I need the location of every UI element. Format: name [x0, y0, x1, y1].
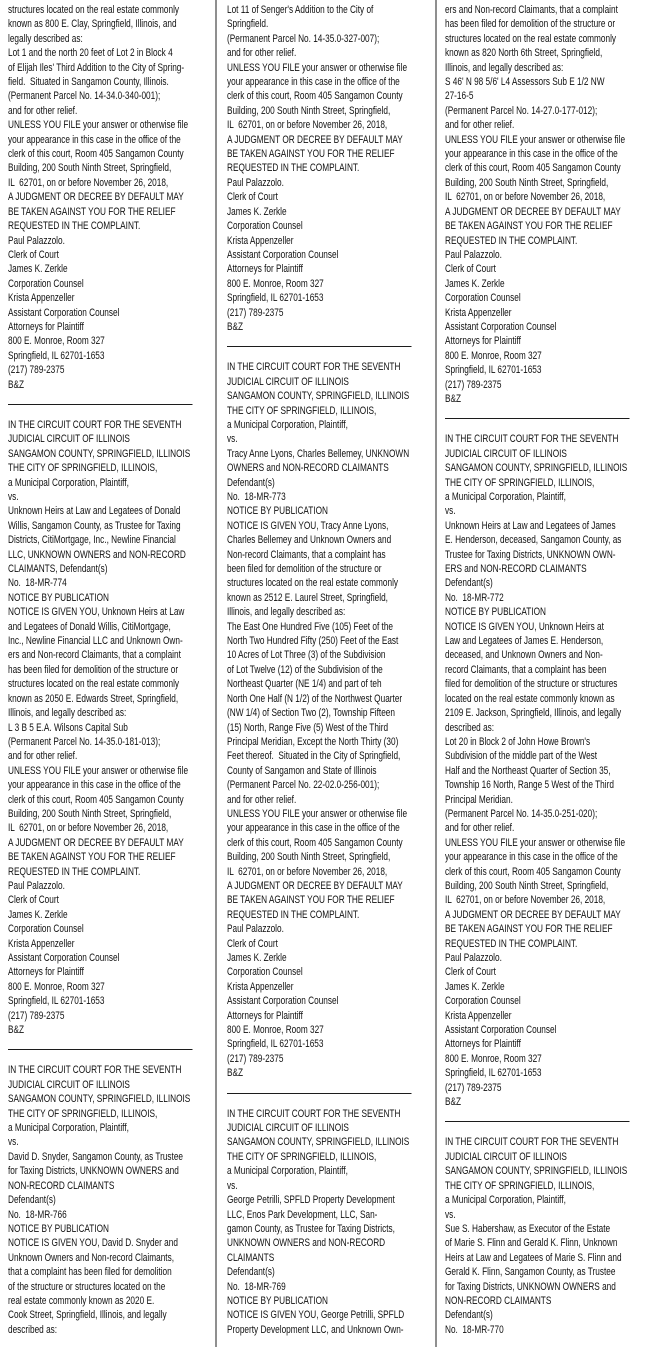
notice-line: (217) 789-2375 — [8, 364, 65, 377]
notice-line: that a complaint has been filed for demolition — [8, 1266, 172, 1279]
legal-notice — [445, 1135, 646, 1337]
notice-line: clerk of this court, Room 405 Sangamon County — [8, 793, 184, 806]
notice-line: North Two Hundred Fifty (250) Feet of the East — [227, 635, 399, 648]
notice-line: located on the real estate commonly known as — [445, 692, 615, 705]
notice-line: (15) North, Range Five (5) West of the Third — [227, 721, 389, 734]
notice-line: B&Z — [8, 378, 25, 391]
notice-line: Paul Palazzolo. — [8, 879, 65, 892]
notice-line: THE CITY OF SPRINGFIELD, ILLINOIS, — [8, 1107, 158, 1120]
notice-line: NOTICE BY PUBLICATION — [227, 1294, 329, 1307]
notice-line: Defendant(s) — [227, 476, 275, 489]
notice-line: JUDICIAL CIRCUIT OF ILLINOIS — [8, 433, 130, 446]
notice-line: IL 62701, on or before November 26, 2018, — [8, 176, 169, 189]
notice-line: No. 18-MR-772 — [445, 591, 504, 604]
notice-line: a Municipal Corporation, Plaintiff, — [445, 1194, 566, 1207]
notice-divider — [445, 1121, 630, 1122]
notice-line: IN THE CIRCUIT COURT FOR THE SEVENTH — [8, 1064, 182, 1077]
legal-notice — [445, 3, 646, 406]
notice-line: Gerald K. Flinn, Sangamon County, as Trustee — [445, 1266, 616, 1279]
notice-line: Paul Palazzolo. — [8, 234, 65, 247]
notice-line: of the structure or structures located on the — [8, 1280, 166, 1293]
notice-line: Building, 200 South Ninth Street, Springfield, — [445, 176, 609, 189]
notice-line: David D. Snyder, Sangamon County, as Trustee — [8, 1150, 184, 1163]
notice-line: gamon County, as Trustee for Taxing Districts, — [227, 1222, 395, 1235]
notice-line: James K. Zerkle — [227, 205, 287, 218]
notice-line: Clerk of Court — [445, 263, 496, 276]
notice-line: Assistant Corporation Counsel — [8, 306, 120, 319]
notice-line: a Municipal Corporation, Plaintiff, — [8, 1122, 129, 1135]
notice-line: ERS and NON-RECORD CLAIMANTS — [445, 563, 587, 576]
notice-line: Paul Palazzolo. — [445, 952, 502, 964]
notice-line: SANGAMON COUNTY, SPRINGFIELD, ILLINOIS — [227, 390, 410, 403]
notice-line: real estate commonly known as 2020 E. — [8, 1294, 155, 1307]
notice-line: vs. — [8, 1136, 19, 1149]
notice-line: (Permanent Parcel No. 22-02.0-256-001); — [227, 779, 380, 792]
notice-line: Clerk of Court — [8, 248, 59, 261]
notice-line: UNKNOWN OWNERS and NON-RECORD — [227, 1237, 386, 1250]
notice-line: UNLESS YOU FILE your answer or otherwise file — [227, 807, 408, 820]
notice-line: NOTICE IS GIVEN YOU, Tracy Anne Lyons, — [227, 519, 389, 532]
notice-line: clerk of this court, Room 405 Sangamon County — [445, 162, 621, 175]
notice-line: known as 2512 E. Laurel Street, Springfield, — [227, 591, 388, 604]
legal-notice — [227, 1107, 428, 1338]
notice-line: BE TAKEN AGAINST YOU FOR THE RELIEF — [8, 851, 176, 864]
notice-line: NOTICE IS GIVEN YOU, Unknown Heirs at Law — [8, 606, 185, 619]
notice-line: James K. Zerkle — [8, 263, 68, 276]
notice-line: described as: — [8, 1323, 58, 1336]
legal-notice — [227, 3, 428, 334]
notice-line: record Claimants, that a complaint has been — [445, 663, 607, 676]
notice-line: and for other relief. — [445, 119, 515, 132]
column-3-content — [445, 3, 646, 1337]
notice-line: No. 18-MR-770 — [445, 1323, 504, 1336]
notice-line: George Petrilli, SPFLD Property Development — [227, 1194, 395, 1207]
notice-line: SANGAMON COUNTY, SPRINGFIELD, ILLINOIS — [227, 1136, 410, 1149]
notice-line: James K. Zerkle — [445, 277, 505, 290]
notice-line: Springfield, IL 62701-1653 — [8, 349, 105, 362]
notice-line: Paul Palazzolo. — [445, 248, 502, 261]
notice-divider — [445, 418, 630, 419]
notice-line: (217) 789-2375 — [227, 1052, 284, 1065]
notice-divider — [8, 1049, 193, 1050]
notice-line: BE TAKEN AGAINST YOU FOR THE RELIEF — [445, 923, 613, 936]
notice-line: B&Z — [227, 1067, 244, 1080]
notice-line: has been filed for demolition of the structure or — [445, 18, 616, 31]
notice-line: THE CITY OF SPRINGFIELD, ILLINOIS, — [445, 1179, 595, 1192]
legal-notice — [8, 1063, 209, 1337]
notice-line: Subdivision of the middle part of the West — [445, 750, 598, 763]
notice-line: LLC, Enos Park Development, LLC, San- — [227, 1208, 378, 1221]
notice-line: Defendant(s) — [445, 577, 493, 590]
notice-line: Attorneys for Plaintiff — [445, 1038, 521, 1051]
notice-line: described as: — [445, 721, 495, 734]
notice-line: Paul Palazzolo. — [227, 923, 284, 936]
notice-line: (Permanent Parcel No. 14-35.0-251-020); — [445, 807, 598, 820]
notice-line: 10 Acres of Lot Three (3) of the Subdivision — [227, 649, 386, 662]
notice-divider — [8, 404, 193, 405]
notice-line: James K. Zerkle — [8, 908, 68, 921]
notice-line: B&Z — [8, 1024, 25, 1037]
notice-line: Building, 200 South Ninth Street, Springfield, — [227, 851, 391, 864]
notice-line: a Municipal Corporation, Plaintiff, — [227, 1165, 348, 1178]
notice-line: James K. Zerkle — [445, 980, 505, 993]
notice-line: Willis, Sangamon County, as Trustee for Taxing — [8, 519, 181, 532]
notice-line: SANGAMON COUNTY, SPRINGFIELD, ILLINOIS — [8, 447, 191, 460]
notice-line: legally described as: — [8, 32, 83, 45]
notice-line: and for other relief. — [227, 793, 297, 806]
notice-line: (Permanent Parcel No. 14-34.0-340-001); — [8, 90, 161, 103]
notice-line: NOTICE IS GIVEN YOU, Unknown Heirs at — [445, 620, 604, 633]
notice-line: OWNERS and NON-RECORD CLAIMANTS — [227, 462, 389, 475]
notice-line: A JUDGMENT OR DECREE BY DEFAULT MAY — [227, 879, 403, 892]
notice-line: Attorneys for Plaintiff — [227, 1009, 303, 1022]
notice-line: Assistant Corporation Counsel — [445, 1024, 557, 1037]
notice-line: NON-RECORD CLAIMANTS — [8, 1179, 115, 1192]
notice-line: Principal Meridian. — [445, 793, 513, 806]
notice-line: Assistant Corporation Counsel — [227, 995, 339, 1008]
notice-line: IL 62701, on or before November 26, 2018, — [445, 191, 606, 204]
notice-line: Krista Appenzeller — [8, 292, 75, 305]
notice-line: a Municipal Corporation, Plaintiff, — [8, 476, 129, 489]
notice-line: 800 E. Monroe, Room 327 — [445, 1052, 542, 1065]
notice-divider — [227, 346, 412, 347]
notice-line: THE CITY OF SPRINGFIELD, ILLINOIS, — [227, 404, 377, 417]
notice-line: SANGAMON COUNTY, SPRINGFIELD, ILLINOIS — [445, 1165, 628, 1178]
notice-line: 2109 E. Jackson, Springfield, Illinois, and legally — [445, 707, 622, 720]
notice-line: S 46' N 98 5/6' L4 Assessors Sub E 1/2 NW — [445, 76, 605, 89]
notice-line: NOTICE BY PUBLICATION — [227, 505, 329, 518]
notice-line: Defendant(s) — [8, 1194, 56, 1207]
notice-line: Attorneys for Plaintiff — [8, 320, 84, 333]
notice-line: NOTICE BY PUBLICATION — [8, 1222, 110, 1235]
notice-line: Krista Appenzeller — [8, 937, 75, 950]
notice-line: and for other relief. — [227, 47, 297, 60]
notice-line: IL 62701, on or before November 26, 2018, — [8, 822, 169, 835]
notice-line: Half and the Northeast Quarter of Section 35, — [445, 764, 611, 777]
notice-line: Trustee for Taxing Districts, UNKNOWN OWN- — [445, 548, 616, 561]
notice-line: Attorneys for Plaintiff — [227, 263, 303, 276]
notice-line: IL 62701, on or before November 26, 2018, — [227, 865, 388, 878]
notice-line: Building, 200 South Ninth Street, Springfield, — [8, 162, 172, 175]
notice-line: IN THE CIRCUIT COURT FOR THE SEVENTH — [445, 1136, 619, 1149]
notice-line: Krista Appenzeller — [227, 234, 294, 247]
notice-line: your appearance in this case in the office of the — [8, 779, 181, 792]
notice-line: Tracy Anne Lyons, Charles Bellemey, UNKNOWN — [227, 447, 410, 460]
notice-line: your appearance in this case in the office of the — [227, 76, 400, 89]
notice-line: REQUESTED IN THE COMPLAINT. — [445, 234, 578, 247]
notice-line: your appearance in this case in the office of the — [227, 822, 400, 835]
notice-line: Springfield, IL 62701-1653 — [445, 1067, 542, 1080]
notice-line: (Permanent Parcel No. 14-27.0-177-012); — [445, 104, 598, 117]
column-rule-right — [435, 0, 437, 1347]
notice-line: UNLESS YOU FILE your answer or otherwise file — [445, 836, 626, 849]
notice-line: Corporation Counsel — [445, 995, 521, 1008]
notice-line: SANGAMON COUNTY, SPRINGFIELD, ILLINOIS — [8, 1093, 191, 1106]
notice-line: Assistant Corporation Counsel — [227, 248, 339, 261]
notice-line: (NW 1/4) of Section Two (2), Township Fifteen — [227, 707, 395, 720]
notice-line: Krista Appenzeller — [445, 1009, 512, 1022]
notice-line: ers and Non-record Claimants, that a complaint — [8, 649, 181, 662]
notice-line: Lot 1 and the north 20 feet of Lot 2 in Block 4 — [8, 47, 173, 60]
notice-line: James K. Zerkle — [227, 952, 287, 964]
notice-line: known as 820 North 6th Street, Springfield, — [445, 47, 603, 60]
notice-line: 800 E. Monroe, Room 327 — [445, 349, 542, 362]
notice-line: THE CITY OF SPRINGFIELD, ILLINOIS, — [227, 1150, 377, 1163]
notice-line: BE TAKEN AGAINST YOU FOR THE RELIEF — [8, 205, 176, 218]
notice-line: Sue S. Habershaw, as Executor of the Estate — [445, 1222, 611, 1235]
notice-line: been filed for demolition of the structure or — [227, 563, 382, 576]
notice-line: REQUESTED IN THE COMPLAINT. — [8, 865, 141, 878]
notice-line: known as 800 E. Clay, Springfield, Illinois, and — [8, 18, 177, 31]
notice-line: Springfield, IL 62701-1653 — [8, 995, 105, 1008]
notice-line: IL 62701, on or before November 26, 2018, — [227, 119, 388, 132]
notice-line: North One Half (N 1/2) of the Northwest Quarter — [227, 692, 403, 705]
notice-line: NOTICE IS GIVEN YOU, George Petrilli, SPFLD — [227, 1309, 405, 1322]
notice-line: IN THE CIRCUIT COURT FOR THE SEVENTH — [227, 1107, 401, 1120]
notice-line: IN THE CIRCUIT COURT FOR THE SEVENTH — [8, 418, 182, 431]
notice-line: your appearance in this case in the office of the — [445, 851, 618, 864]
notice-line: Assistant Corporation Counsel — [445, 320, 557, 333]
notice-line: 800 E. Monroe, Room 327 — [227, 1024, 324, 1037]
notice-line: ers and Non-record Claimants, that a complaint — [445, 4, 618, 16]
notice-line: 27-16-5 — [445, 90, 474, 103]
notice-line: known as 2050 E. Edwards Street, Springfield, — [8, 692, 179, 705]
notice-line: for Taxing Districts, UNKNOWN OWNERS and — [445, 1280, 616, 1293]
notice-line: (217) 789-2375 — [8, 1009, 65, 1022]
notice-line: A JUDGMENT OR DECREE BY DEFAULT MAY — [8, 191, 184, 204]
notice-line: filed for demolition of the structure or structures — [445, 678, 618, 691]
notice-line: for Taxing Districts, UNKNOWN OWNERS and — [8, 1165, 179, 1178]
notice-line: Unknown Heirs at Law and Legatees of Donald — [8, 505, 181, 518]
notice-line: (Permanent Parcel No. 14-35.0-327-007); — [227, 32, 380, 45]
notice-line: deceased, and Unknown Owners and Non- — [445, 649, 603, 662]
notice-line: Springfield, IL 62701-1653 — [445, 364, 542, 377]
notice-line: CLAIMANTS, Defendant(s) — [8, 563, 108, 576]
notice-line: Districts, CitiMortgage, Inc., Newline Financial — [8, 534, 176, 547]
notice-line: Property Development LLC, and Unknown Own- — [227, 1323, 404, 1336]
notice-line: THE CITY OF SPRINGFIELD, ILLINOIS, — [8, 462, 158, 475]
notice-line: BE TAKEN AGAINST YOU FOR THE RELIEF — [227, 894, 395, 907]
notice-line: No. 18-MR-766 — [8, 1208, 67, 1221]
notice-divider — [227, 1093, 412, 1094]
notice-line: Paul Palazzolo. — [227, 176, 284, 189]
notice-line: IN THE CIRCUIT COURT FOR THE SEVENTH — [445, 433, 619, 446]
notice-line: Clerk of Court — [227, 937, 278, 950]
notice-line: Northeast Quarter (NE 1/4) and part of teh — [227, 678, 382, 691]
notice-line: NOTICE IS GIVEN YOU, David D. Snyder and — [8, 1237, 178, 1250]
notice-line: SANGAMON COUNTY, SPRINGFIELD, ILLINOIS — [445, 462, 628, 475]
notice-line: clerk of this court, Room 405 Sangamon County — [8, 148, 184, 161]
notice-line: (217) 789-2375 — [445, 1081, 502, 1094]
column-2 — [227, 3, 429, 1347]
notice-line: E. Henderson, deceased, Sangamon County, as — [445, 534, 622, 547]
notice-line: Attorneys for Plaintiff — [445, 335, 521, 348]
notice-line: structures located on the real estate commonly — [445, 32, 617, 45]
notice-line: has been filed for demolition of the structure or — [8, 663, 179, 676]
notice-line: Building, 200 South Ninth Street, Springfield, — [445, 879, 609, 892]
notice-line: 800 E. Monroe, Room 327 — [227, 277, 324, 290]
notice-line: JUDICIAL CIRCUIT OF ILLINOIS — [227, 375, 349, 388]
notice-line: structures located on the real estate commonly — [8, 678, 180, 691]
notice-line: Corporation Counsel — [8, 923, 84, 936]
notice-line: 800 E. Monroe, Room 327 — [8, 335, 105, 348]
notice-line: Springfield. — [227, 18, 269, 31]
notice-line: B&Z — [227, 320, 244, 333]
notice-line: NOTICE BY PUBLICATION — [445, 606, 547, 619]
notice-line: clerk of this court, Room 405 Sangamon County — [445, 865, 621, 878]
notice-line: UNLESS YOU FILE your answer or otherwise file — [227, 61, 408, 74]
notice-line: Clerk of Court — [8, 894, 59, 907]
notice-line: Principal Meridian, Except the North Thirty (30) — [227, 735, 399, 748]
notice-line: UNLESS YOU FILE your answer or otherwise file — [8, 764, 189, 777]
notice-line: No. 18-MR-769 — [227, 1280, 286, 1293]
notice-line: 800 E. Monroe, Room 327 — [8, 980, 105, 993]
notice-line: REQUESTED IN THE COMPLAINT. — [8, 220, 141, 233]
notice-line: UNLESS YOU FILE your answer or otherwise file — [8, 119, 189, 132]
notice-line: REQUESTED IN THE COMPLAINT. — [227, 908, 360, 921]
column-1-content — [8, 3, 209, 1337]
notice-line: THE CITY OF SPRINGFIELD, ILLINOIS, — [445, 476, 595, 489]
notice-line: (217) 789-2375 — [227, 306, 284, 319]
notice-line: Township 16 North, Range 5 West of the Third — [445, 779, 614, 792]
notice-line: Attorneys for Plaintiff — [8, 966, 84, 979]
notice-line: of Marie S. Flinn and Gerald K. Flinn, Unknown — [445, 1237, 618, 1250]
notice-line: and for other relief. — [445, 822, 515, 835]
notice-line: Heirs at Law and Legatees of Marie S. Flinn and — [445, 1251, 622, 1264]
notice-line: UNLESS YOU FILE your answer or otherwise file — [445, 133, 626, 146]
notice-line: Lot 11 of Senger's Addition to the City of — [227, 4, 374, 16]
notice-line: and for other relief. — [8, 750, 78, 763]
notice-line: No. 18-MR-774 — [8, 577, 67, 590]
notice-line: Corporation Counsel — [227, 966, 303, 979]
notice-line: JUDICIAL CIRCUIT OF ILLINOIS — [227, 1122, 349, 1135]
column-2-content — [227, 3, 428, 1337]
notice-line: Cook Street, Springfield, Illinois, and legally — [8, 1309, 167, 1322]
notice-line: The East One Hundred Five (105) Feet of the — [227, 620, 394, 633]
notice-line: REQUESTED IN THE COMPLAINT. — [445, 937, 578, 950]
notice-line: structures located on the real estate commonly — [8, 4, 180, 16]
notice-line: Clerk of Court — [445, 966, 496, 979]
notice-line: No. 18-MR-773 — [227, 491, 286, 503]
column-rule-left — [215, 0, 217, 1347]
notice-line: and for other relief. — [8, 104, 78, 117]
notice-line: vs. — [227, 433, 238, 446]
notice-line: NOTICE BY PUBLICATION — [8, 591, 110, 604]
legal-notice — [8, 3, 209, 392]
notice-line: (217) 789-2375 — [445, 378, 502, 391]
column-1 — [8, 3, 209, 1347]
notice-line: A JUDGMENT OR DECREE BY DEFAULT MAY — [8, 836, 184, 849]
notice-line: Illinois, and legally described as: — [8, 707, 127, 720]
notice-line: and Legatees of Donald Willis, CitiMortgage, — [8, 620, 171, 633]
notice-line: clerk of this court, Room 405 Sangamon County — [227, 836, 403, 849]
notice-line: Springfield, IL 62701-1653 — [227, 292, 324, 305]
notice-line: Defendant(s) — [445, 1309, 493, 1322]
notice-line: NON-RECORD CLAIMANTS — [445, 1294, 552, 1307]
notice-line: Feet thereof. Situated in the City of Springfield, — [227, 750, 401, 763]
notice-line: of Elijah Iles' Third Addition to the City of Spring- — [8, 61, 185, 74]
notice-line: Inc., Newline Financial LLC and Unknown Own- — [8, 635, 183, 648]
notice-line: IN THE CIRCUIT COURT FOR THE SEVENTH — [227, 361, 401, 374]
notice-line: Krista Appenzeller — [445, 306, 512, 319]
notice-line: vs. — [445, 1208, 456, 1221]
notice-line: JUDICIAL CIRCUIT OF ILLINOIS — [8, 1078, 130, 1091]
notice-line: vs. — [445, 505, 456, 518]
notice-line: LLC, UNKNOWN OWNERS and NON-RECORD — [8, 548, 186, 561]
notice-line: Unknown Owners and Non-record Claimants, — [8, 1251, 174, 1264]
notice-line: structures located on the real estate commonly — [227, 577, 399, 590]
notice-line: A JUDGMENT OR DECREE BY DEFAULT MAY — [445, 908, 621, 921]
notice-line: Non-record Claimants, that a complaint has — [227, 548, 386, 561]
notice-line: Corporation Counsel — [227, 220, 303, 233]
notice-line: your appearance in this case in the office of the — [445, 148, 618, 161]
notice-line: Defendant(s) — [227, 1266, 275, 1279]
legal-notice — [227, 360, 428, 1080]
notice-line: JUDICIAL CIRCUIT OF ILLINOIS — [445, 447, 567, 460]
notice-line: vs. — [227, 1179, 238, 1192]
notice-line: BE TAKEN AGAINST YOU FOR THE RELIEF — [445, 220, 613, 233]
notice-line: Building, 200 South Ninth Street, Springfield, — [227, 104, 391, 117]
notice-line: a Municipal Corporation, Plaintiff, — [227, 418, 348, 431]
notice-line: JUDICIAL CIRCUIT OF ILLINOIS — [445, 1150, 567, 1163]
notice-line: Corporation Counsel — [8, 277, 84, 290]
notice-line: Krista Appenzeller — [227, 980, 294, 993]
notice-line: A JUDGMENT OR DECREE BY DEFAULT MAY — [227, 133, 403, 146]
notice-line: Illinois, and legally described as: — [227, 606, 346, 619]
notice-line: clerk of this court, Room 405 Sangamon County — [227, 90, 403, 103]
notice-line: B&Z — [445, 1096, 462, 1109]
notice-line: your appearance in this case in the office of the — [8, 133, 181, 146]
notice-line: Illinois, and legally described as: — [445, 61, 564, 74]
notice-line: Charles Bellemey and Unknown Owners and — [227, 534, 392, 547]
column-3 — [445, 3, 645, 1347]
notice-line: Corporation Counsel — [445, 292, 521, 305]
notice-line: Springfield, IL 62701-1653 — [227, 1038, 324, 1051]
notice-line: vs. — [8, 491, 19, 503]
legal-notice — [8, 418, 209, 1037]
notice-line: Assistant Corporation Counsel — [8, 952, 120, 964]
notice-line: REQUESTED IN THE COMPLAINT. — [227, 162, 360, 175]
notice-line: B&Z — [445, 392, 462, 405]
notice-line: L 3 B 5 E.A. Wilsons Capital Sub — [8, 721, 128, 734]
notice-line: CLAIMANTS — [227, 1251, 275, 1264]
notice-line: Unknown Heirs at Law and Legatees of James — [445, 519, 616, 532]
notice-line: BE TAKEN AGAINST YOU FOR THE RELIEF — [227, 148, 395, 161]
notice-line: a Municipal Corporation, Plaintiff, — [445, 491, 566, 503]
notice-line: A JUDGMENT OR DECREE BY DEFAULT MAY — [445, 205, 621, 218]
legal-notice — [445, 432, 646, 1109]
notice-line: of Lot Twelve (12) of the Subdivision of the — [227, 663, 383, 676]
notice-line: Clerk of Court — [227, 191, 278, 204]
notice-line: Lot 20 in Block 2 of John Howe Brown's — [445, 735, 591, 748]
notice-line: IL 62701, on or before November 26, 2018, — [445, 894, 606, 907]
notice-line: field. Situated in Sangamon County, Illinois. — [8, 76, 169, 89]
notice-line: County of Sangamon and State of Illinois — [227, 764, 377, 777]
notice-line: Building, 200 South Ninth Street, Springfield, — [8, 807, 172, 820]
notice-line: (Permanent Parcel No. 14-35.0-181-013); — [8, 735, 161, 748]
notice-line: Law and Legatees of James E. Henderson, — [445, 635, 604, 648]
